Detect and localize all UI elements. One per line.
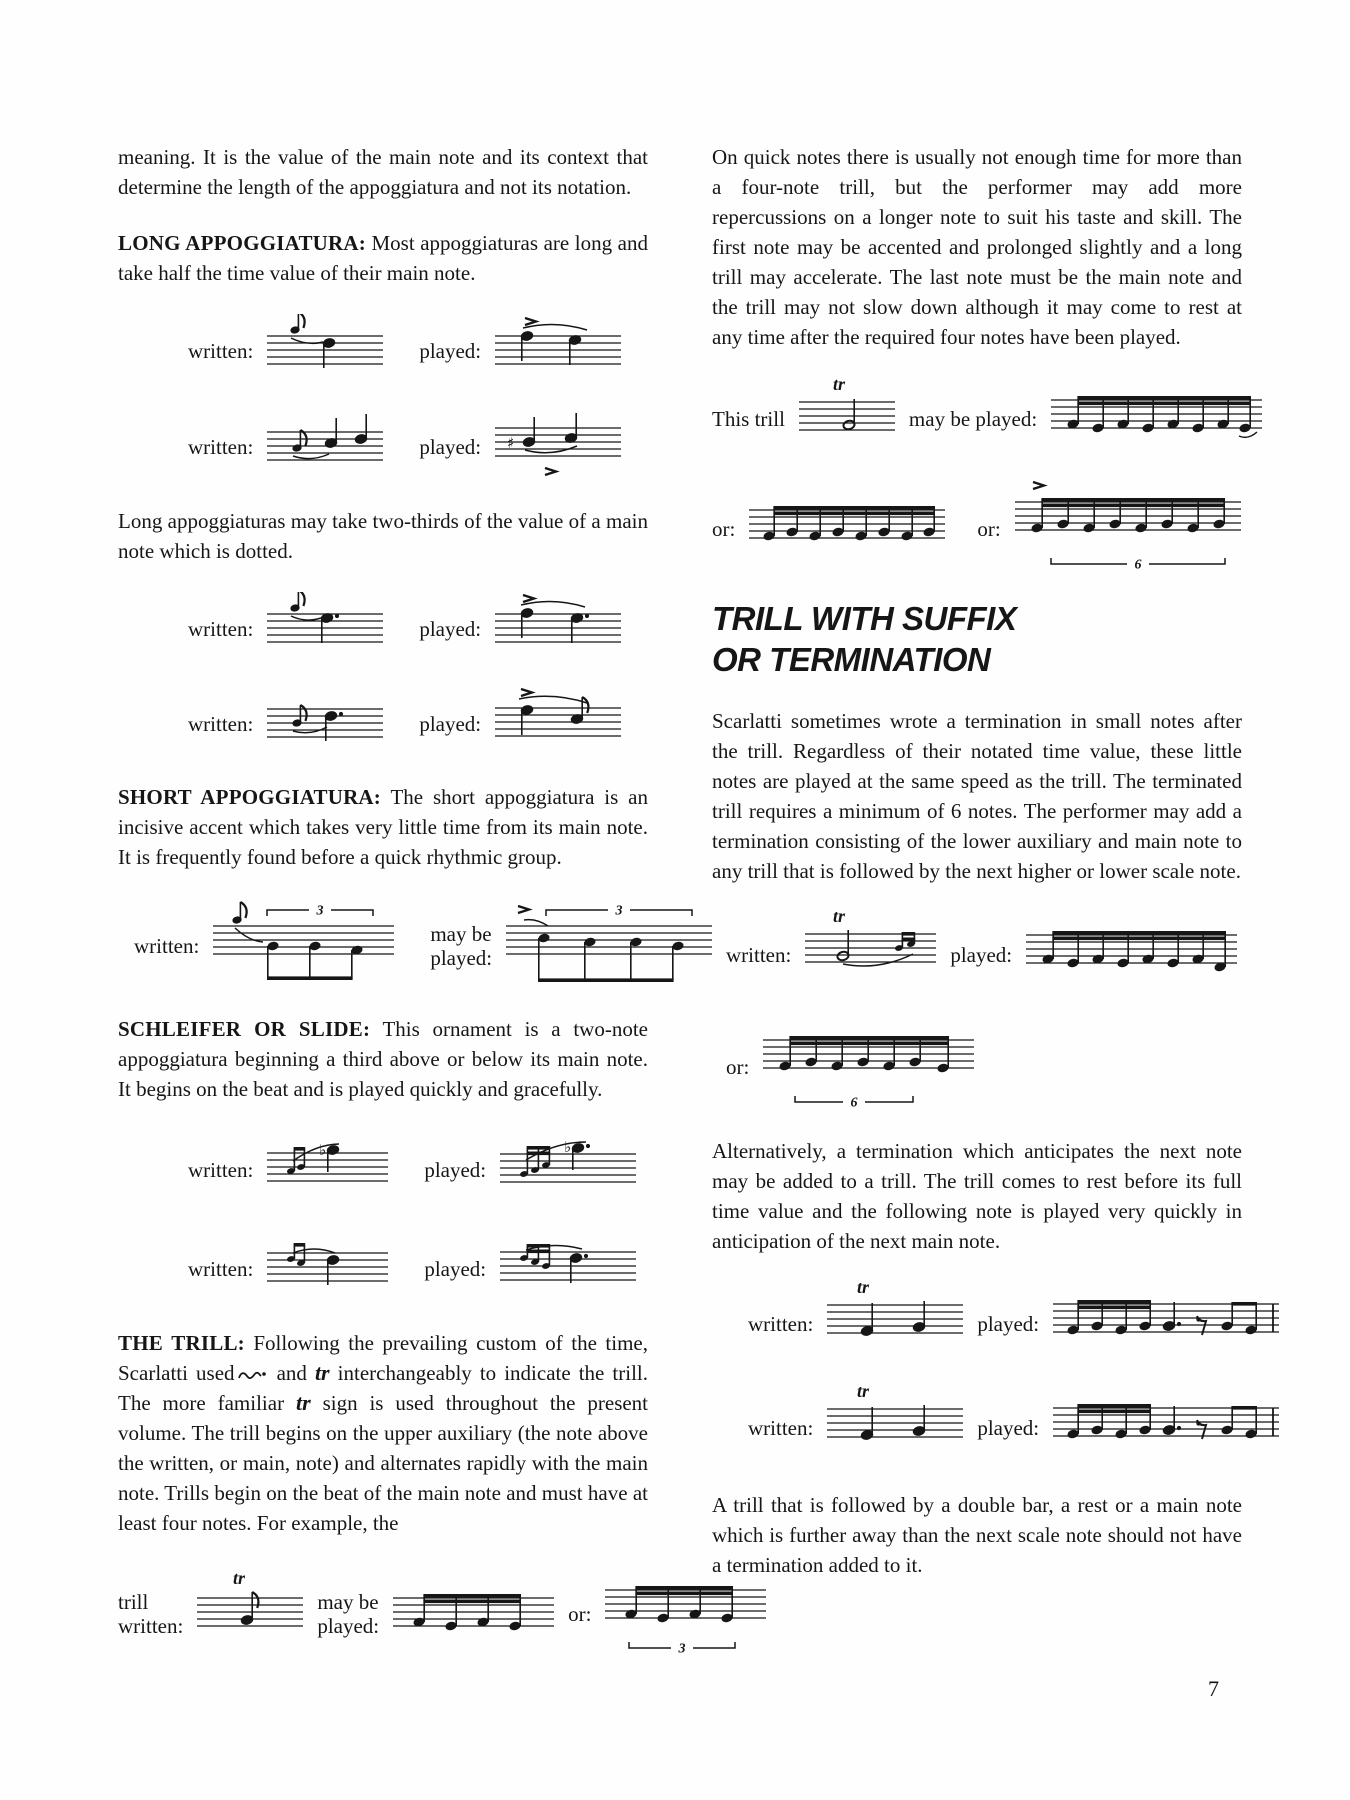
example-long-appoggiatura-2 — [188, 408, 648, 486]
played-label: played: — [419, 339, 482, 363]
written-label: written: — [188, 617, 254, 641]
svg-text:6: 6 — [1134, 557, 1142, 573]
written-label: written: — [188, 1158, 254, 1182]
example-trill-alternatives — [712, 480, 1242, 578]
notation-dotted-1-written — [265, 592, 385, 666]
example-dotted-2 — [188, 686, 648, 762]
svg-text:♯: ♯ — [507, 434, 515, 452]
left-column — [118, 142, 686, 1684]
svg-text:tr: tr — [857, 1387, 870, 1401]
svg-text:tr: tr — [857, 1283, 870, 1297]
notation-this-trill-written — [797, 378, 897, 460]
played-label: played: — [419, 617, 482, 641]
or-label: or: — [726, 1055, 750, 1079]
written-label: written: — [188, 1257, 254, 1281]
played-label: played: — [977, 1312, 1040, 1336]
svg-text:6: 6 — [850, 1095, 858, 1111]
example-trill — [118, 1564, 686, 1664]
played-label: played: — [977, 1416, 1040, 1440]
notation-long-appoggiatura-2-played — [493, 408, 623, 486]
notation-terminated-trill-written — [803, 912, 938, 998]
notation-anticipation-2-written — [825, 1387, 965, 1469]
example-dotted-1 — [188, 592, 648, 666]
or-label: or: — [568, 1602, 592, 1626]
played-label: played: — [424, 1257, 487, 1281]
trill-written-label: trill written: — [118, 1590, 184, 1638]
may-be-played-label: may be played: — [317, 1590, 380, 1638]
notation-trill-alt-2-sextuplet — [1013, 480, 1243, 578]
alternatively-paragraph: Alternatively, a termination which anticipates the next note may be added to a trill. The trill comes to rest before its full time value and the following note is played very quickly in anticipation of the next main note. — [712, 1139, 1242, 1253]
example-schleifer-2 — [188, 1230, 648, 1308]
written-label: written: — [188, 339, 254, 363]
svg-text:3: 3 — [316, 903, 324, 919]
notation-trill-written — [195, 1568, 305, 1660]
mordent-icon — [237, 1367, 267, 1383]
notation-long-appoggiatura-1-played — [493, 314, 623, 388]
svg-text:♭: ♭ — [564, 1138, 572, 1156]
notation-long-appoggiatura-2-written — [265, 410, 385, 484]
svg-text:3: 3 — [678, 1641, 686, 1657]
example-anticipation-1 — [748, 1282, 1242, 1366]
or-label: or: — [977, 517, 1001, 541]
short-appoggiatura-heading: SHORT APPOGGIATURA: — [118, 785, 381, 809]
schleifer-heading: SCHLEIFER OR SLIDE: — [118, 1017, 371, 1041]
may-be-played-label: may be played: — [908, 407, 1038, 431]
notation-this-trill-played — [1049, 378, 1264, 460]
notation-schleifer-2-written — [265, 1231, 390, 1307]
notation-dotted-2-played — [493, 686, 623, 762]
dotted-note-paragraph: Long appoggiaturas may take two-thirds of the value of a main note which is dotted. — [118, 509, 648, 563]
long-appoggiatura-heading: LONG APPOGGIATURA: — [118, 231, 366, 255]
right-column — [712, 142, 1242, 1606]
notation-dotted-2-written — [265, 687, 385, 761]
tr-symbol: tr — [314, 1360, 330, 1385]
written-label: written: — [134, 934, 200, 958]
notation-schleifer-1-played — [498, 1130, 638, 1210]
example-this-trill — [712, 378, 1242, 460]
notation-short-appoggiatura-written — [211, 898, 396, 994]
example-anticipation-2 — [748, 1386, 1242, 1470]
written-label: written: — [726, 943, 792, 967]
played-label: played: — [950, 943, 1013, 967]
written-label: written: — [748, 1416, 814, 1440]
notation-terminated-trill-played — [1024, 915, 1239, 995]
notation-anticipation-2-played — [1051, 1386, 1281, 1470]
intro-paragraph: meaning. It is the value of the main note and its context that determine the length of the appoggiatura and not its notation. — [118, 145, 648, 199]
short-appoggiatura-paragraph: SHORT APPOGGIATURA: The short appoggiatura is an incisive accent which takes very little time from its main note. It is frequently found before a quick rhythmic group. — [118, 785, 648, 869]
svg-text:tr: tr — [832, 378, 845, 394]
notation-schleifer-2-played — [498, 1230, 638, 1308]
played-label: played: — [419, 712, 482, 736]
example-long-appoggiatura-1 — [188, 314, 648, 388]
written-label: written: — [748, 1312, 814, 1336]
this-trill-label: This trill — [712, 407, 785, 431]
notation-dotted-1-played — [493, 592, 623, 666]
tr-symbol: tr — [295, 1390, 311, 1415]
written-label: written: — [188, 712, 254, 736]
double-bar-paragraph: A trill that is followed by a double bar, a rest or a main note which is further away than the next scale note should not have a termination added to it. — [712, 1493, 1242, 1577]
svg-text:tr: tr — [833, 912, 846, 926]
long-appoggiatura-paragraph: LONG APPOGGIATURA: Most appoggiaturas are long and take half the time value of their main note. — [118, 231, 648, 285]
example-schleifer-1 — [188, 1130, 648, 1210]
schleifer-paragraph: SCHLEIFER OR SLIDE: This ornament is a two-note appoggiatura beginning a third above or below its main note. It begins on the beat and is played quickly and gracefully. — [118, 1017, 648, 1101]
notation-trill-alt-1 — [747, 490, 947, 568]
svg-text:3: 3 — [615, 903, 623, 919]
or-label: or: — [712, 517, 736, 541]
section-heading-trill-with-suffix: TRILL WITH SUFFIX OR TERMINATION — [712, 600, 1017, 678]
svg-text:tr: tr — [233, 1568, 246, 1588]
notation-short-appoggiatura-played — [504, 898, 714, 994]
notation-terminated-trill-sextuplet — [761, 1018, 976, 1116]
played-label: played: — [419, 435, 482, 459]
notation-long-appoggiatura-1-written — [265, 314, 385, 388]
svg-text:♭: ♭ — [319, 1141, 327, 1159]
written-label: written: — [188, 435, 254, 459]
example-terminated-trill-alt — [726, 1018, 1242, 1116]
example-terminated-trill — [726, 912, 1242, 998]
may-be-played-label: may be played: — [430, 922, 493, 970]
example-short-appoggiatura — [134, 898, 648, 994]
notation-anticipation-1-written — [825, 1283, 965, 1365]
page-number: 7 — [1208, 1676, 1219, 1701]
quick-notes-paragraph: On quick notes there is usually not enough time for more than a four-note trill, but the performer may add more repercussions on a longer note to suit his taste and skill. The first note may be accented and prolonged slightly and a long trill may accelerate. The last note must be the main note and the trill may not slow down although it may come to rest at any time after the required four notes have been played. — [712, 145, 1242, 349]
notation-schleifer-1-written — [265, 1131, 390, 1209]
notation-anticipation-1-played — [1051, 1282, 1281, 1366]
the-trill-heading: THE TRILL: — [118, 1331, 245, 1355]
notation-trill-played — [391, 1568, 556, 1660]
scarlatti-termination-paragraph: Scarlatti sometimes wrote a termination in small notes after the trill. Regardless of their notated time value, these little notes are played at the same speed as the trill. The terminated trill requires a minimum of 6 notes. The performer may add a termination consisting of the lower auxiliary and main note to any trill that is followed by the next higher or lower scale note. — [712, 709, 1242, 883]
played-label: played: — [424, 1158, 487, 1182]
the-trill-paragraph: THE TRILL: Following the prevailing custom of the time, Scarlatti used and tr interchangeably to indicate the trill. The more familiar tr sign is used throughout the present volume. The trill begins on the upper auxiliary (the note above the written, or main, note) and alternates rapidly with the main note. Trills begin on the beat of the main note and must have at least four notes. For example, the — [118, 1331, 649, 1535]
